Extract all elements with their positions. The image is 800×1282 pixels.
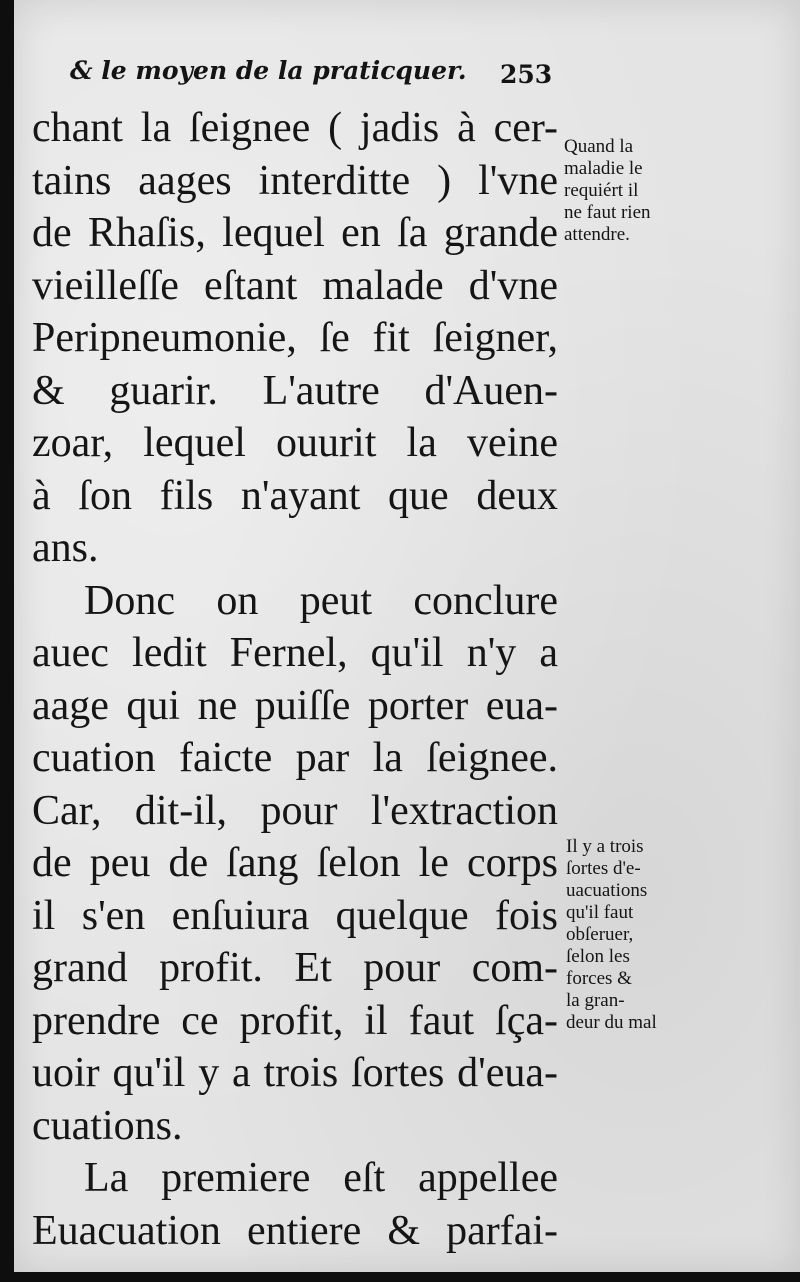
page-left-edge	[0, 0, 14, 1282]
text-line: cuation faicte par la ſeignee.	[32, 735, 558, 781]
margin-note-line: maladie le	[564, 158, 643, 179]
margin-note-1	[564, 136, 684, 246]
margin-note-line: deur du mal	[566, 1012, 657, 1033]
text-line: ans.	[32, 525, 99, 571]
paragraph-start-line: Donc on peut conclure	[84, 577, 558, 624]
text-line: à ſon fils n'ayant que deux	[32, 472, 558, 519]
margin-note-line: forces &	[566, 968, 632, 989]
text-line: uoir qu'il y a trois ſortes d'eua-	[32, 1050, 558, 1096]
text-line: Car, dit-il, pour l'extraction	[32, 787, 558, 834]
text-line: & guarir. L'autre d'Auen-	[32, 367, 558, 414]
margin-note-line: ſelon les	[566, 946, 630, 967]
margin-note-line: ſortes d'e-	[566, 858, 641, 879]
margin-note-line: ne faut rien	[564, 202, 651, 223]
margin-note-line: la gran-	[566, 990, 625, 1011]
text-line: zoar, lequel ouurit la veine	[32, 420, 558, 466]
text-line: prendre ce profit, il faut ſça-	[32, 997, 558, 1044]
text-line: auec ledit Fernel, qu'il n'y a	[32, 630, 558, 676]
text-line: de peu de ſang ſelon le corps	[32, 840, 558, 886]
text-line: tains aages interditte ) l'vne	[32, 157, 558, 204]
text-line: Peripneumonie, ſe fit ſeigner,	[32, 315, 558, 361]
margin-note-2	[566, 836, 696, 1034]
margin-note-line: qu'il faut	[566, 902, 634, 923]
text-line: vieilleſſe eſtant malade d'vne	[32, 262, 558, 309]
text-line: cuations.	[32, 1102, 183, 1149]
text-line: grand profit. Et pour com-	[32, 945, 558, 991]
margin-note-line: attendre.	[564, 224, 630, 245]
margin-note-line: obſeruer,	[566, 924, 634, 945]
running-head: & le moyen de la praticquer.	[70, 56, 467, 85]
page-bottom-edge	[0, 1272, 800, 1282]
text-line: Euacuation entiere & parfai-	[32, 1207, 558, 1254]
text-line: chant la ſeignee ( jadis à cer-	[32, 105, 558, 151]
margin-note-line: requiért il	[564, 180, 639, 201]
margin-note-line: uacuations	[566, 880, 648, 901]
text-line: de Rhaſis, lequel en ſa grande	[32, 210, 558, 256]
text-line: il s'en enſuiura quelque fois	[32, 892, 558, 939]
text-line: aage qui ne puiſſe porter eua-	[32, 682, 558, 729]
main-text-block	[32, 102, 558, 1257]
margin-note-line: Il y a trois	[566, 836, 644, 857]
paragraph-start-line: La premiere eſt appellee	[84, 1155, 558, 1201]
page-number: 253	[500, 60, 553, 89]
margin-note-line: Quand la	[564, 136, 634, 157]
